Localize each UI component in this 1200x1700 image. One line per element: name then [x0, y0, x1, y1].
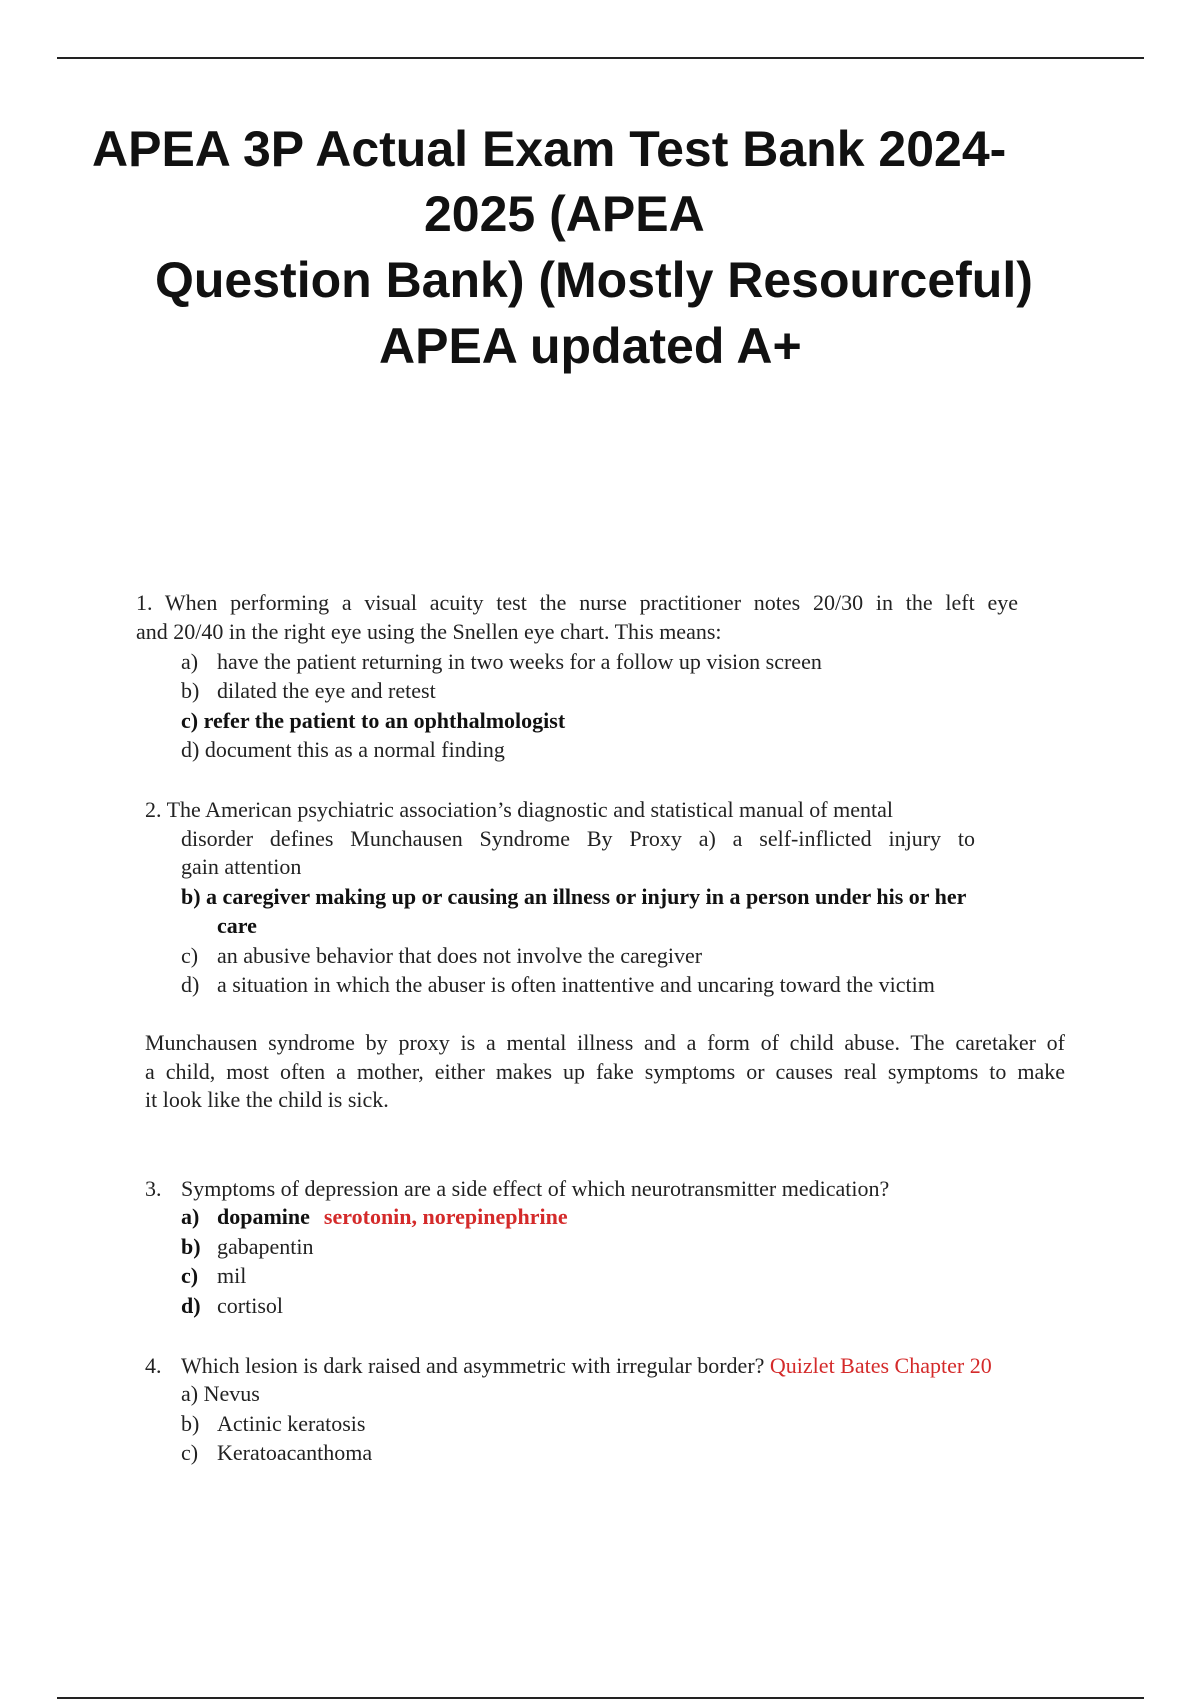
q4-option-b-text: Actinic keratosis	[217, 1411, 366, 1436]
q3-option-c	[181, 1261, 246, 1290]
q2-option-d-text: a situation in which the abuser is often inattentive and uncaring toward the victim	[217, 972, 935, 997]
q4-option-b-label: b)	[181, 1411, 200, 1436]
title-line-2: 2025 (APEA	[424, 186, 705, 242]
q3-option-b-text: gabapentin	[217, 1234, 314, 1259]
q4-option-c-label: c)	[181, 1440, 199, 1465]
q3-option-a-label: a)	[181, 1204, 200, 1229]
q2-stem-line-3: gain attention	[181, 854, 302, 879]
title-line-1: APEA 3P Actual Exam Test Bank 2024-	[92, 121, 1007, 177]
q2-option-c	[181, 941, 702, 970]
q1-option-a	[181, 647, 822, 676]
q3-option-c-text: mil	[217, 1263, 247, 1288]
q1-option-b-text: dilated the eye and retest	[217, 678, 436, 703]
explanation-line-1: Munchausen syndrome by proxy is a mental illness and a form of child abuse. The caretaker of	[145, 1030, 1065, 1055]
q2-option-d	[181, 970, 935, 999]
q4-stem	[145, 1351, 992, 1380]
top-rule	[57, 57, 1144, 59]
q1-option-a-text: have the patient returning in two weeks for a follow up vision screen	[217, 649, 822, 674]
q1-option-c-correct: c) refer the patient to an ophthalmologist	[181, 708, 566, 733]
q1-stem-line-2: and 20/40 in the right eye using the Snellen eye chart. This means:	[136, 619, 722, 644]
q3-option-a-note: serotonin, norepinephrine	[323, 1204, 568, 1229]
q2-option-c-text: an abusive behavior that does not involve the caregiver	[217, 943, 703, 968]
q3-option-d	[181, 1291, 283, 1320]
q1-option-b-label: b)	[181, 678, 200, 703]
q3-option-c-label: c)	[181, 1263, 199, 1288]
q1-option-d: d) document this as a normal finding	[181, 737, 505, 762]
q2-option-b-correct-line-1: b) a caregiver making up or causing an illness or injury in a person under his or her	[181, 884, 967, 909]
q4-option-c	[181, 1438, 372, 1467]
explanation-line-2: a child, most often a mother, either makes up fake symptoms or causes real symptoms to make	[145, 1059, 1065, 1084]
bottom-rule	[57, 1697, 1144, 1699]
q3-option-b-label: b)	[181, 1234, 201, 1259]
title-line-4: APEA updated A+	[379, 318, 802, 374]
q3-option-a	[181, 1202, 568, 1231]
explanation-line-3: it look like the child is sick.	[145, 1087, 389, 1112]
q4-number: 4.	[145, 1353, 162, 1378]
q2-stem-line-2: disorder defines Munchausen Syndrome By Proxy a) a self-inflicted injury to	[181, 826, 975, 851]
q4-source-note: Quizlet Bates Chapter 20	[769, 1353, 992, 1378]
q3-option-d-label: d)	[181, 1293, 201, 1318]
q3-option-b	[181, 1232, 314, 1261]
q4-option-a: a) Nevus	[181, 1381, 260, 1406]
q1-option-b	[181, 676, 436, 705]
q4-option-c-text: Keratoacanthoma	[217, 1440, 373, 1465]
q2-option-d-label: d)	[181, 972, 200, 997]
q4-option-b	[181, 1409, 365, 1438]
q2-option-c-label: c)	[181, 943, 199, 968]
q2-option-b-correct-line-2: care	[217, 913, 257, 938]
q3-number: 3.	[145, 1176, 162, 1201]
q3-stem-text: Symptoms of depression are a side effect of which neurotransmitter medication?	[181, 1176, 890, 1201]
q3-option-d-text: cortisol	[217, 1293, 283, 1318]
q1-stem-line-1: 1. When performing a visual acuity test the nurse practitioner notes 20/30 in the left eye	[136, 590, 1018, 615]
q2-stem-line-1: 2. The American psychiatric association’s diagnostic and statistical manual of mental	[145, 797, 893, 822]
q3-option-a-text: dopamine	[217, 1204, 310, 1229]
q3-stem	[145, 1174, 889, 1203]
q4-stem-text: Which lesion is dark raised and asymmetric with irregular border?	[181, 1353, 765, 1378]
q1-option-a-label: a)	[181, 649, 199, 674]
title-line-3: Question Bank) (Mostly Resourceful)	[155, 252, 1033, 308]
